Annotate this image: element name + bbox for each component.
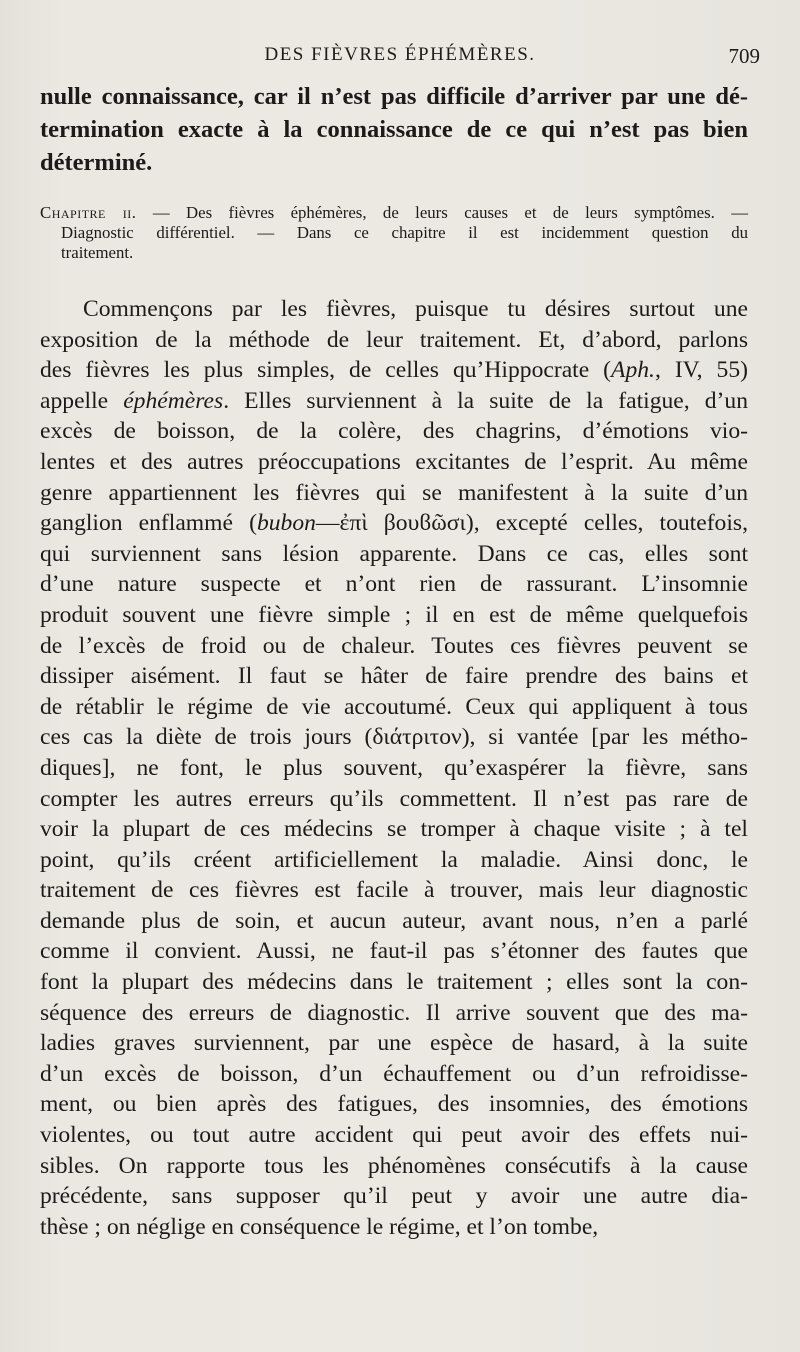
text-line: exposition de la méthode de leur traitement. Et, d’abord, parlons [40,326,748,353]
text-line: de l’excès de froid ou de chaleur. Toutes ces fièvres peuvent se [40,632,748,659]
text-line: d’une nature suspecte et n’ont rien de rassurant. L’insomnie [40,571,748,598]
text-line: voir la plupart de ces médecins se tromper à chaque visite ; à tel [40,816,748,843]
text-line: déterminé. [40,149,153,176]
running-title: DES FIÈVRES ÉPHÉMÈRES. [264,44,536,65]
text-line: font la plupart des médecins dans le traitement ; elles sont la con- [40,969,748,996]
text-line: excès de boisson, de la colère, des chagrins, d’émotions vio- [40,418,748,445]
text-line: lentes et des autres préoccupations excitantes de l’esprit. Au même [40,448,748,475]
text-line: ces cas la diète de trois jours (διάτριτον), si vantée [par les métho- [40,724,748,751]
text-line: termination exacte à la connaissance de ce qui n’est pas bien [40,116,748,143]
intro-paragraph [40,80,748,179]
text-line: nulle connaissance, car il n’est pas difficile d’arriver par une dé- [40,83,748,110]
text-line: appelle éphémères. Elles surviennent à la suite de la fatigue, d’un [40,387,748,414]
text-line: ment, ou bien après des fatigues, des insomnies, des émotions [40,1091,748,1118]
body-paragraph [40,294,748,1242]
chapter-line: traitement. [61,243,134,262]
text-line: comme il convient. Aussi, ne faut-il pas s’étonner des fautes que [40,938,748,965]
text-line: compter les autres erreurs qu’ils commettent. Il n’est pas rare de [40,785,748,812]
text-line: produit souvent une fièvre simple ; il en est de même quelquefois [40,601,748,628]
page-header [40,44,760,74]
text-line: genre appartiennent les fièvres qui se manifestent à la suite d’un [40,479,748,506]
text-line: dissiper aisément. Il faut se hâter de faire prendre des bains et [40,663,748,690]
text-line: d’un excès de boisson, d’un échauffement ou d’un refroidisse- [40,1060,748,1087]
chapter-summary [40,203,748,263]
text-line: séquence des erreurs de diagnostic. Il arrive souvent que des ma- [40,999,748,1026]
chapter-line [40,203,748,223]
text-line: thèse ; on néglige en conséquence le régime, et l’on tombe, [40,1213,599,1240]
chapter-line: Diagnostic différentiel. — Dans ce chapitre il est incidemment question du [61,223,748,242]
page-number: 709 [728,44,760,68]
text-line: traitement de ces fièvres est facile à trouver, mais leur diagnostic [40,877,748,904]
text-line: diques], ne font, le plus souvent, qu’exaspérer la fièvre, sans [40,754,748,781]
text-line: de rétablir le régime de vie accoutumé. Ceux qui appliquent à tous [40,693,748,720]
chapter-label: Chapitre ii. [40,203,137,222]
text-line: des fièvres les plus simples, de celles qu’Hippocrate (Aph., IV, 55) [40,357,748,384]
text-line: Commençons par les fièvres, puisque tu désires surtout une [83,296,748,322]
text-line: violentes, ou tout autre accident qui peut avoir des effets nui- [40,1122,748,1149]
text-line: qui surviennent sans lésion apparente. Dans ce cas, elles sont [40,540,748,567]
text-line: sibles. On rapporte tous les phénomènes consécutifs à la cause [40,1152,748,1179]
text-line: ganglion enflammé (bubon—ἐπὶ βουϐῶσι), excepté celles, toutefois, [40,510,748,537]
text-line: précédente, sans supposer qu’il peut y avoir une autre dia- [40,1183,748,1210]
text-line: point, qu’ils créent artificiellement la maladie. Ainsi donc, le [40,846,748,873]
chapter-line-text: — Des fièvres éphémères, de leurs causes et de leurs symptômes. — [152,203,748,222]
text-line: ladies graves surviennent, par une espèce de hasard, à la suite [40,1030,748,1057]
text-line: demande plus de soin, et aucun auteur, avant nous, n’en a parlé [40,907,748,934]
